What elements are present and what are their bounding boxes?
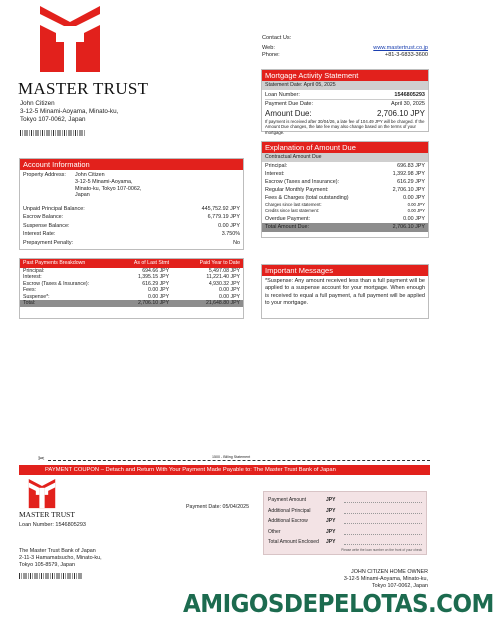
account-row-value: 6,779.19 JPY	[207, 214, 240, 221]
owner-address-line2: Tokyo 107-0062, Japan	[371, 583, 428, 590]
explanation-row-label: Overdue Payment:	[265, 215, 310, 222]
property-address	[75, 172, 141, 199]
table-cell: 21,648.80 JPY	[205, 300, 240, 306]
amount-due-label: Amount Due:	[265, 109, 312, 119]
table-cell: Fees:	[23, 287, 36, 293]
explanation-row-value: 2,706.10 JPY	[392, 186, 425, 193]
past-payments-table	[20, 259, 243, 307]
logo-mark-icon	[40, 6, 100, 74]
due-date-label: Payment Due Date:	[265, 101, 313, 108]
explanation-row	[265, 186, 425, 194]
coupon-row	[268, 495, 422, 506]
coupon-row-unit: JPY	[326, 539, 336, 546]
bank-name: The Master Trust Bank of Japan	[19, 548, 96, 554]
explanation-row	[265, 178, 425, 186]
explanation-row-value: 616.29 JPY	[397, 178, 425, 185]
watermark: AMIGOSDEPELOTAS.COM	[183, 589, 494, 618]
owner-address	[310, 569, 428, 590]
explanation-row-value: 0.00 JPY	[403, 194, 425, 201]
web-link[interactable]: www.mastertrust.co.jp	[373, 44, 428, 51]
past-payments-header: Past Payments Breakdown	[23, 260, 86, 266]
coupon-row	[268, 516, 422, 527]
statement-title: Mortgage Activity Statement	[262, 70, 428, 81]
table-cell: 694.66 JPY	[142, 267, 170, 274]
property-line: 3-12-5 Minami-Aoyama,	[75, 178, 133, 185]
contact-title: Contact Us:	[262, 35, 292, 41]
account-row-label: Suspense Balance:	[23, 222, 70, 229]
table-cell: 0.00 JPY	[148, 287, 170, 293]
coupon-banner: PAYMENT COUPON – Detach and Return With Your Payment Made Payable to: The Master Trust Bank of Japan	[19, 465, 430, 475]
table-cell: 1,395.15 JPY	[137, 274, 170, 280]
coupon-row	[268, 506, 422, 517]
coupon-loan-number: Loan Number: 1546805293	[19, 522, 86, 528]
bank-address	[19, 548, 102, 569]
account-row-label: Escrow Balance:	[23, 214, 64, 221]
past-payments-panel	[19, 258, 244, 319]
customer-address-line1: 3-12-5 Minami-Aoyama, Minato-ku,	[20, 108, 119, 116]
explanation-row-value: 0.00 JPY	[403, 215, 425, 222]
account-row	[23, 222, 240, 230]
loan-number-label: Loan Number:	[265, 91, 300, 98]
table-cell: 0.00 JPY	[218, 293, 240, 300]
statement-date: Statement Date: April 05, 2025	[262, 81, 428, 90]
coupon-amount-box	[263, 491, 427, 555]
table-cell: 2,706.10 JPY	[137, 300, 170, 306]
explanation-row	[265, 215, 425, 223]
explanation-row-value: 0.00 JPY	[407, 202, 425, 208]
explanation-total-label: Total Amount Due:	[265, 224, 310, 231]
postal-barcode	[19, 573, 83, 579]
explanation-row	[265, 162, 425, 170]
company-logo	[40, 6, 100, 74]
bank-address-line2: Tokyo 105-8579, Japan	[19, 562, 76, 569]
customer-address-line2: Tokyo 107-0062, Japan	[20, 116, 86, 124]
property-line: John Citizen	[75, 172, 105, 178]
account-row-label: Prepayment Penalty:	[23, 239, 74, 246]
table-cell: Principal:	[23, 267, 45, 274]
coupon-row	[268, 537, 422, 548]
late-fee-note: If payment is received after 30/04/26, a late fee of 104.49 JPY will be charged. If the Amount Due changes, the late fee may also change based on the terms of your mortgage.	[265, 119, 425, 135]
coupon-amount-field[interactable]	[344, 518, 422, 524]
table-cell: Escrow (Taxes & Insurance):	[23, 280, 90, 287]
explanation-row-value: 0.00 JPY	[407, 208, 425, 214]
coupon-row	[268, 527, 422, 538]
account-row-value: 3.750%	[221, 231, 240, 238]
account-row-value: No	[233, 239, 240, 246]
contact-block	[262, 35, 428, 59]
past-payments-total-row	[20, 300, 243, 307]
table-cell: 616.29 JPY	[142, 280, 170, 287]
property-line: Minato-ku, Tokyo 107-0062,	[75, 185, 142, 192]
owner-address-line1: 3-12-5 Minami-Aoyama, Minato-ku,	[343, 576, 428, 583]
property-line: Japan	[75, 192, 90, 199]
account-row-label: Unpaid Principal Balance:	[23, 206, 85, 212]
table-cell: 4,930.32 JPY	[208, 280, 240, 287]
postal-barcode	[20, 130, 86, 136]
table-cell: 11,221.40 JPY	[206, 274, 240, 280]
coupon-amount-field[interactable]	[344, 539, 422, 545]
cut-line	[48, 460, 430, 461]
account-row	[23, 205, 240, 213]
coupon-row-unit: JPY	[326, 518, 336, 525]
explanation-total-value: 2,706.10 JPY	[392, 224, 425, 231]
account-info-title: Account Information	[20, 159, 243, 170]
account-row	[23, 230, 240, 238]
explanation-row-label: Principal:	[265, 162, 288, 169]
coupon-row-label: Other	[268, 528, 281, 535]
due-date-value: April 30, 2025	[391, 101, 425, 108]
past-payments-header-row	[20, 259, 243, 268]
explanation-row	[265, 170, 425, 178]
table-cell: 0.00 JPY	[148, 293, 170, 300]
coupon-company-name: MASTER TRUST	[19, 510, 75, 519]
past-payments-header: As of Last Stmt	[133, 260, 170, 266]
account-row-label: Interest Rate:	[23, 231, 56, 238]
account-row	[23, 239, 240, 247]
coupon-note: Please write the loan number on the front of your check	[341, 547, 422, 552]
explanation-row-label: Fees & Charges (total outstanding)	[265, 194, 349, 201]
phone-label: Phone:	[262, 51, 280, 58]
explanation-row	[265, 194, 425, 202]
explanation-row-label: Credits since last statement:	[265, 208, 319, 214]
coupon-row-label: Payment Amount	[268, 497, 307, 504]
account-row	[23, 213, 240, 221]
coupon-row-label: Additional Principal	[268, 507, 311, 514]
account-info-panel	[19, 158, 244, 250]
coupon-row-label: Total Amount Enclosed	[268, 539, 319, 546]
scissors-icon: ✂	[38, 454, 45, 463]
account-row-value: 445,752.92 JPY	[201, 206, 240, 212]
messages-body: *Suspense: Any amount received less than a full payment will be applied to a suspense account for your mortgage. When enough is received to equal a full payment, a full payment will be applied to your mortgage.	[265, 278, 425, 307]
coupon-row-unit: JPY	[326, 528, 336, 535]
coupon-logo	[28, 479, 56, 509]
explanation-panel	[261, 141, 429, 238]
explanation-row-value: 1,392.98 JPY	[392, 170, 425, 177]
contractual-amount-header: Contractual Amount Due	[262, 153, 428, 162]
coupon-row-label: Additional Escrow	[268, 518, 308, 525]
table-cell: Suspense*:	[23, 293, 50, 300]
customer-name: John Citizen	[20, 100, 55, 107]
statement-panel	[261, 69, 429, 135]
owner-name: JOHN CITIZEN HOME OWNER	[351, 569, 428, 575]
explanation-row-label: Interest:	[265, 170, 285, 177]
table-cell: 5,497.08 JPY	[208, 267, 240, 274]
past-payments-header: Paid Year to Date	[199, 260, 240, 266]
explanation-row-label: Escrow (Taxes and Insurance):	[265, 178, 340, 185]
property-address-label: Property Address:	[23, 172, 66, 178]
explanation-total-row	[262, 223, 428, 232]
table-cell: Interest:	[23, 274, 42, 280]
coupon-row-unit: JPY	[326, 497, 336, 504]
table-cell: 0.00 JPY	[218, 287, 240, 293]
bank-address-line1: 2-11-3 Hamamatsucho, Minato-ku,	[19, 555, 102, 562]
company-name: MASTER TRUST	[18, 79, 149, 98]
explanation-row-label: Charges since last statement:	[265, 202, 322, 208]
coupon-row-unit: JPY	[326, 507, 336, 514]
amount-due-value: 2,706.10 JPY	[376, 109, 425, 119]
logo-mark-icon	[28, 479, 56, 509]
explanation-title: Explanation of Amount Due	[262, 142, 428, 153]
messages-panel	[261, 264, 429, 319]
table-cell: Total:	[23, 300, 36, 306]
explanation-row-label: Regular Monthly Payment:	[265, 186, 329, 193]
coupon-payment-date: Payment Date: 05/04/2025	[186, 504, 250, 510]
phone-value: +81-3-6833-3600	[384, 51, 428, 58]
coupon-amount-field[interactable]	[344, 529, 422, 535]
messages-title: Important Messages	[262, 265, 428, 276]
explanation-row-value: 696.83 JPY	[397, 162, 425, 169]
cut-label: 1500 - Billing Statement	[212, 455, 251, 459]
coupon-amount-field[interactable]	[344, 497, 422, 503]
coupon-amount-field[interactable]	[344, 508, 422, 514]
web-label: Web:	[262, 44, 275, 51]
loan-number-value: 1546805293	[394, 91, 425, 98]
account-row-value: 0.00 JPY	[218, 222, 240, 229]
customer-address	[20, 100, 118, 125]
